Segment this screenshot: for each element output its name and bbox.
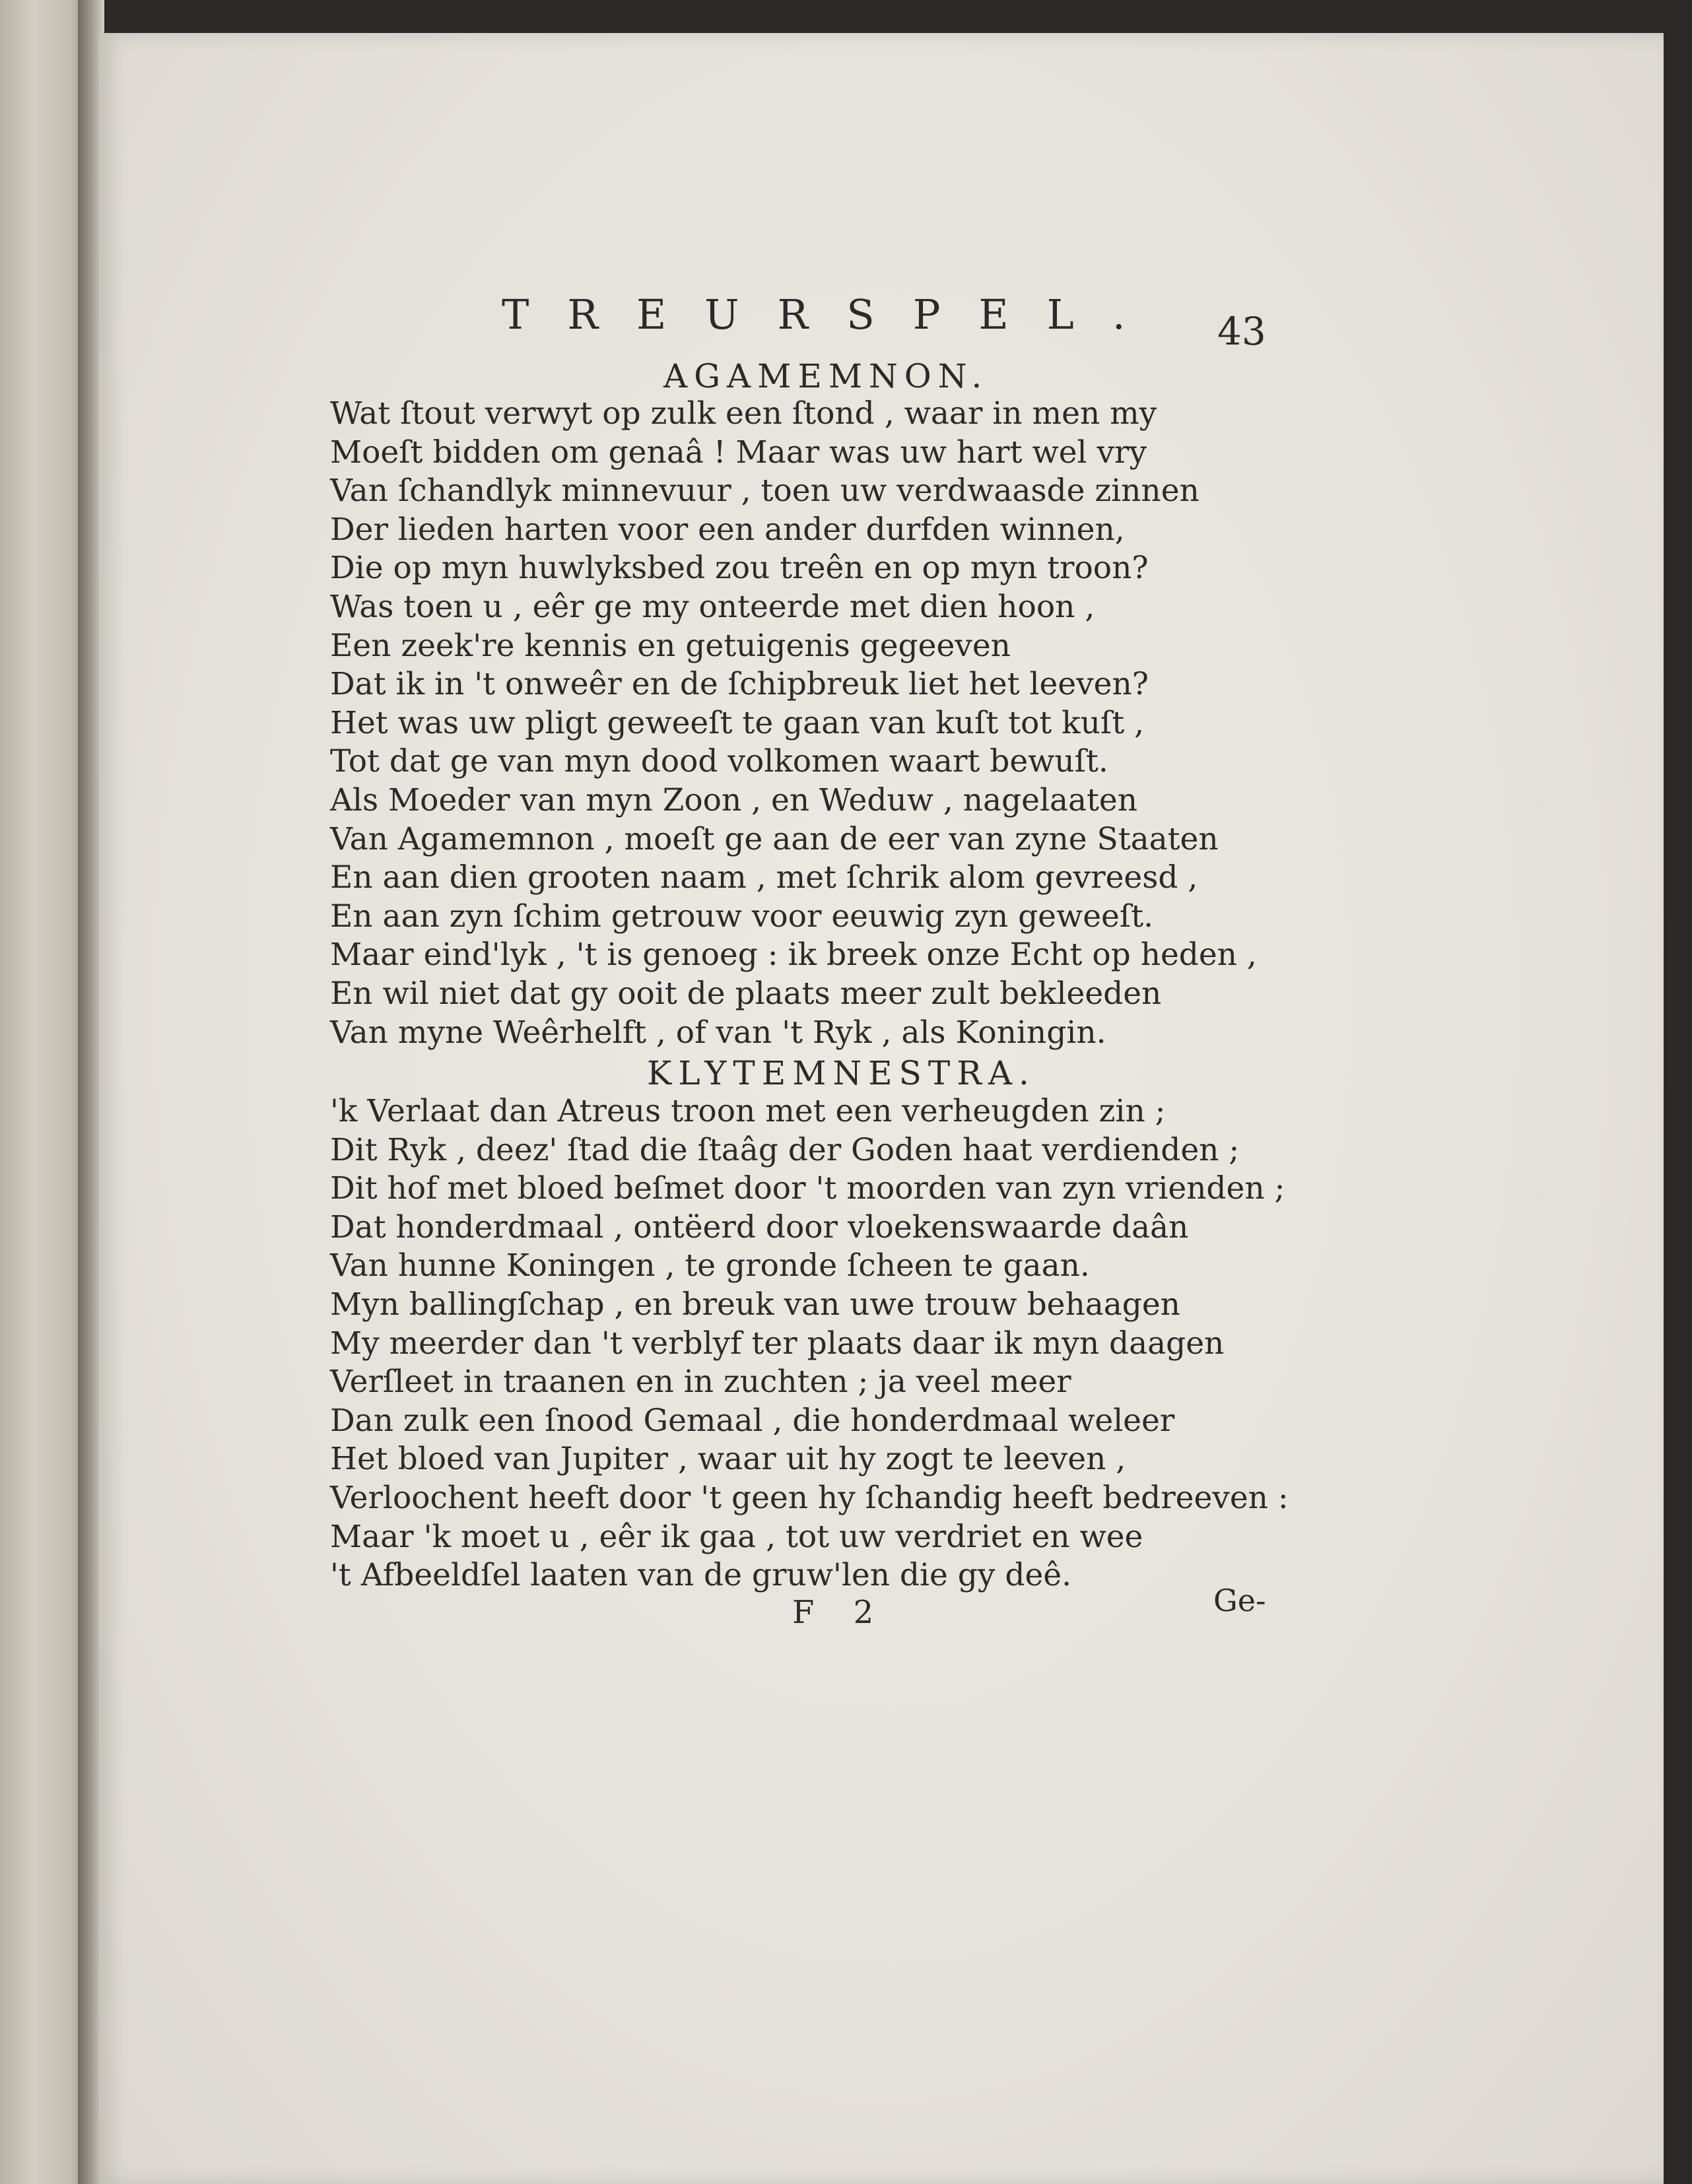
verse-line: Een zeek're kennis en getuigenis gegeeven (330, 627, 1011, 664)
verse-line: Dat honderdmaal , ontëerd door vloekenswaarde daân (330, 1208, 1189, 1245)
page-number: 43 (1217, 309, 1266, 354)
verse-line: En aan zyn ſchim getrouw voor eeuwig zyn geweeſt. (330, 898, 1154, 935)
verse-line: Maar eind'lyk , 't is genoeg : ik breek onze Echt op heden , (330, 937, 1257, 974)
verse-line: Moeſt bidden om genaâ ! Maar was uw hart wel vry (330, 434, 1147, 471)
verse-line: Van ſchandlyk minnevuur , toen uw verdwaasde zinnen (330, 473, 1200, 510)
verse-line: Die op myn huwlyksbed zou treên en op myn troon? (330, 550, 1149, 587)
verse-line: Tot dat ge van myn dood volkomen waart bewuſt. (330, 743, 1108, 780)
verse-line: Verloochent heeft door 't geen hy ſchandig heeft bedreeven : (330, 1479, 1289, 1516)
verse-line: Als Moeder van myn Zoon , en Weduw , nagelaaten (330, 781, 1137, 818)
verse-line: Dat ik in 't onweêr en de ſchipbreuk liet het leeven? (330, 666, 1149, 703)
verse-line: Dit Ryk , deez' ſtad die ſtaâg der Goden haat verdienden ; (330, 1131, 1240, 1168)
speaker-heading-agamemnon: AGAMEMNON. (663, 357, 989, 395)
verse-line: En aan dien grooten naam , met ſchrik alom gevreesd , (330, 859, 1198, 896)
verse-line: Dit hof met bloed beſmet door 't moorden van zyn vrienden ; (330, 1170, 1285, 1207)
verse-line: Was toen u , eêr ge my onteerde met dien hoon , (330, 588, 1095, 625)
verse-line: Van Agamemnon , moeſt ge aan de eer van zyne Staaten (330, 820, 1219, 857)
verse-line: Myn ballingſchap , en breuk van uwe trouw behaagen (330, 1286, 1180, 1323)
verse-line: Der lieden harten voor een ander durfden winnen, (330, 511, 1125, 548)
verse-line: My meerder dan 't verblyf ter plaats daar ik myn daagen (330, 1325, 1225, 1362)
running-head: TREURSPEL. (502, 290, 1164, 339)
verse-line: Van hunne Koningen , te gronde ſcheen te gaan. (330, 1247, 1090, 1284)
verse-line: Verſleet in traanen en in zuchten ; ja veel meer (330, 1364, 1071, 1401)
verse-line: Dan zulk een ſnood Gemaal , die honderdmaal weleer (330, 1402, 1175, 1439)
catchword: Ge- (1213, 1583, 1266, 1618)
signature-mark: F 2 (792, 1594, 889, 1631)
verse-line: Wat ſtout verwyt op zulk een ſtond , waar in men my (330, 395, 1157, 432)
verse-line: 'k Verlaat dan Atreus troon met een verheugden zin ; (330, 1093, 1166, 1129)
speech-agamemnon (330, 395, 1257, 1052)
verse-line: Het was uw pligt geweeſt te gaan van kuſt tot kuſt , (330, 704, 1145, 741)
speech-klytemnestra (330, 1092, 1289, 1595)
speaker-heading-klytemnestra: KLYTEMNESTRA. (647, 1054, 1036, 1092)
verse-line: Het bloed van Jupiter , waar uit hy zogt te leeven , (330, 1441, 1126, 1478)
verse-line: Van myne Weêrhelft , of van 't Ryk , als Koningin. (330, 1014, 1106, 1051)
verse-line: 't Afbeeldſel laaten van de gruw'len die gy deê. (330, 1557, 1072, 1594)
verse-line: En wil niet dat gy ooit de plaats meer zult bekleeden (330, 975, 1162, 1012)
verse-line: Maar 'k moet u , eêr ik gaa , tot uw verdriet en wee (330, 1518, 1143, 1555)
